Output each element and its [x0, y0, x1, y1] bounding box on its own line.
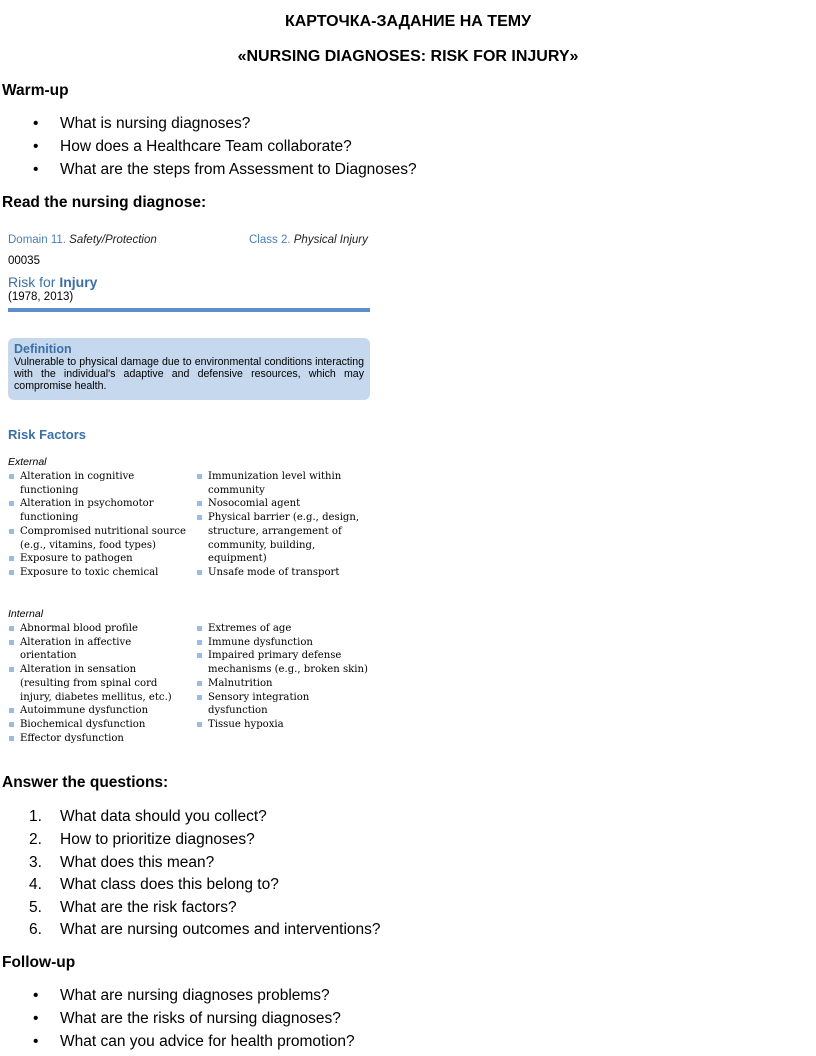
list-item: Biochemical dysfunction — [8, 718, 186, 732]
domain-label: Domain 11. — [8, 234, 66, 246]
risk-factors-title: Risk Factors — [8, 427, 87, 442]
domain-value: Safety/Protection — [69, 234, 157, 246]
internal-left-list — [8, 622, 186, 745]
question-text: What are the risk factors? — [60, 899, 237, 916]
list-item: Impaired primary defense mechanisms (e.g., broken skin) — [196, 649, 372, 676]
list-item: Nosocomial agent — [196, 497, 370, 511]
list-item: Extremes of age — [196, 622, 372, 636]
external-right-list — [196, 470, 370, 580]
warmup-item: • What is nursing diagnoses? — [60, 115, 250, 133]
diagnosis-name — [8, 274, 97, 290]
class-label: Class 2. — [249, 234, 291, 246]
warmup-item: • How does a Healthcare Team collaborate? — [60, 138, 352, 156]
external-left-list — [8, 470, 186, 580]
read-heading: Read the nursing diagnose: — [2, 194, 207, 211]
question-item: 1. What data should you collect? — [29, 808, 267, 825]
list-item: Alteration in sensation (resulting from spinal cord injury, diabetes mellitus, etc.) — [8, 663, 186, 704]
question-text: What does this mean? — [60, 854, 215, 871]
card-domain — [8, 234, 157, 246]
question-text: What class does this belong to? — [60, 876, 279, 893]
diagnosis-name-main: Injury — [59, 274, 98, 290]
card-class — [249, 234, 368, 246]
divider — [8, 308, 370, 312]
followup-item: • What are the risks of nursing diagnoses? — [60, 1010, 341, 1028]
list-item: Immunization level within community — [196, 470, 370, 497]
list-item: Exposure to pathogen — [8, 552, 186, 566]
warmup-heading: Warm-up — [2, 82, 69, 99]
diagnosis-code: 00035 — [8, 255, 40, 267]
list-item: Sensory integration dysfunction — [196, 691, 372, 718]
definition-box — [8, 338, 370, 400]
list-item: Unsafe mode of transport — [196, 566, 370, 580]
page-title-line2: «NURSING DIAGNOSES: RISK FOR INJURY» — [237, 48, 579, 65]
class-value: Physical Injury — [293, 234, 368, 246]
list-item: Alteration in psychomotor functioning — [8, 497, 186, 524]
question-text: What data should you collect? — [60, 808, 267, 825]
list-item: Effector dysfunction — [8, 732, 186, 746]
diagnosis-card — [8, 228, 372, 748]
diagnosis-years: (1978, 2013) — [8, 291, 74, 303]
internal-right-list — [196, 622, 372, 732]
page-title-line1: КАРТОЧКА-ЗАДАНИЕ НА ТЕМУ — [284, 13, 532, 30]
list-item: Tissue hypoxia — [196, 718, 372, 732]
question-item: 6. What are nursing outcomes and interventions? — [29, 921, 381, 938]
list-item: Autoimmune dysfunction — [8, 704, 186, 718]
question-item: 5. What are the risk factors? — [29, 899, 237, 916]
question-item: 3. What does this mean? — [29, 854, 215, 871]
warmup-item: • What are the steps from Assessment to Diagnoses? — [60, 161, 417, 179]
followup-item: • What are nursing diagnoses problems? — [60, 987, 330, 1005]
list-item: Compromised nutritional source (e.g., vitamins, food types) — [8, 525, 186, 552]
list-item: Alteration in affective orientation — [8, 636, 186, 663]
definition-text: Vulnerable to physical damage due to environmental conditions interacting with the individual's adaptive and defensive resources, which may compromise health. — [14, 356, 364, 392]
diagnosis-name-prefix: Risk for — [8, 274, 56, 290]
list-item: Exposure to toxic chemical — [8, 566, 186, 580]
question-text: What are nursing outcomes and interventions? — [60, 921, 381, 938]
list-item: Alteration in cognitive functioning — [8, 470, 186, 497]
list-item: Malnutrition — [196, 677, 372, 691]
followup-item: • What can you advice for health promotion? — [60, 1033, 355, 1051]
list-item: Physical barrier (e.g., design, structure, arrangement of community, building, equipment) — [196, 511, 370, 566]
internal-label: Internal — [8, 608, 44, 620]
list-item: Abnormal blood profile — [8, 622, 186, 636]
answer-heading: Answer the questions: — [2, 774, 169, 791]
list-item: Immune dysfunction — [196, 636, 372, 650]
question-item: 2. How to prioritize diagnoses? — [29, 831, 255, 848]
definition-title: Definition — [14, 342, 72, 356]
external-label: External — [8, 456, 47, 468]
question-text: How to prioritize diagnoses? — [60, 831, 255, 848]
followup-heading: Follow-up — [2, 954, 76, 971]
question-item: 4. What class does this belong to? — [29, 876, 279, 893]
